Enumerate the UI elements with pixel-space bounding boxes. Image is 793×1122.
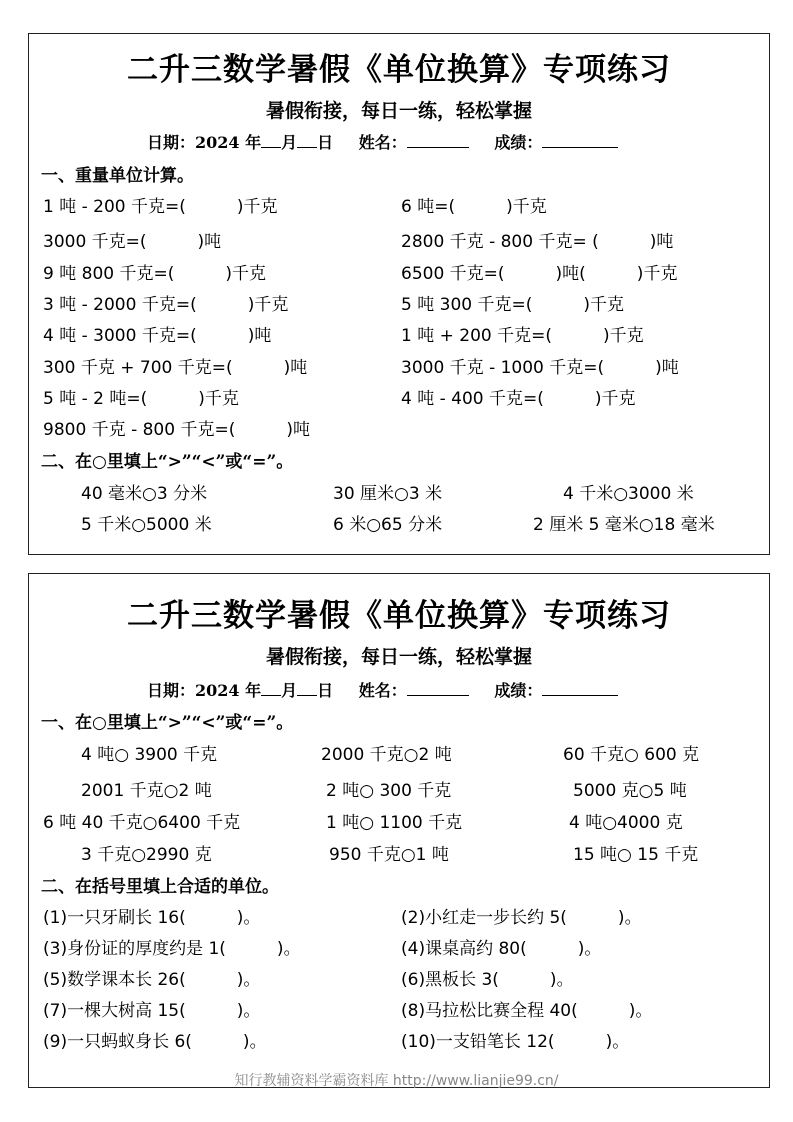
- exercise-item: 5 吨 300 千克=( )千克: [401, 295, 624, 315]
- exercise-item: 300 千克 + 700 千克=( )吨: [43, 358, 308, 378]
- compare-item: 950 千克○1 吨: [329, 845, 449, 865]
- compare-item: 3 千克○2990 克: [81, 845, 212, 865]
- compare-item: 60 千克○ 600 克: [563, 745, 700, 765]
- compare-item: 1 吨○ 1100 千克: [326, 813, 463, 833]
- unit-item: (8)马拉松比赛全程 40( )。: [401, 1001, 653, 1021]
- name-blank[interactable]: [407, 681, 469, 696]
- worksheet-subtitle: 暑假衔接，每日一练，轻松掌握: [265, 646, 532, 668]
- compare-item: 4 吨○4000 克: [569, 813, 683, 833]
- compare-item: 2000 千克○2 吨: [321, 745, 452, 765]
- unit-item: (10)一支铅笔长 12( )。: [401, 1032, 630, 1052]
- exercise-item: 3 吨 - 2000 千克=( )千克: [43, 295, 289, 315]
- worksheet-title: 二升三数学暑假《单位换算》专项练习: [127, 52, 671, 88]
- month-blank[interactable]: [261, 681, 281, 696]
- section-heading: 二、在括号里填上合适的单位。: [41, 877, 279, 897]
- exercise-item: 3000 千克=( )吨: [43, 232, 222, 252]
- exercise-item: 9800 千克 - 800 千克=( )吨: [43, 420, 310, 440]
- compare-item: 2 吨○ 300 千克: [326, 781, 452, 801]
- compare-item: 15 吨○ 15 千克: [573, 845, 699, 865]
- score-blank[interactable]: [542, 133, 618, 148]
- exercise-item: 1 吨 - 200 千克=( )千克: [43, 197, 278, 217]
- worksheet-subtitle: 暑假衔接，每日一练，轻松掌握: [265, 100, 532, 122]
- worksheet-title: 二升三数学暑假《单位换算》专项练习: [127, 598, 671, 634]
- compare-item: 5 千米○5000 米: [81, 515, 212, 535]
- day-blank[interactable]: [297, 681, 317, 696]
- date-name-score-line: [147, 678, 618, 701]
- day-blank[interactable]: [297, 133, 317, 148]
- date-label: 日期：2024 年: [147, 133, 262, 152]
- exercise-item: 3000 千克 - 1000 千克=( )吨: [401, 358, 679, 378]
- section-heading: 二、在○里填上“>”“<”或“=”。: [41, 452, 294, 472]
- month-label: 月: [281, 133, 298, 152]
- month-label: 月: [281, 681, 298, 700]
- exercise-item: 6500 千克=( )吨( )千克: [401, 264, 678, 284]
- unit-item: (7)一棵大树高 15( )。: [43, 1001, 261, 1021]
- exercise-item: 6 吨=( )千克: [401, 197, 547, 217]
- compare-item: 30 厘米○3 米: [333, 484, 443, 504]
- compare-item: 2 厘米 5 毫米○18 毫米: [533, 515, 715, 535]
- compare-item: 6 吨 40 千克○6400 千克: [43, 813, 241, 833]
- unit-item: (1)一只牙刷长 16( )。: [43, 908, 261, 928]
- date-label: 日期：2024 年: [147, 681, 262, 700]
- unit-item: (3)身份证的厚度约是 1( )。: [43, 939, 301, 959]
- compare-item: 4 千米○3000 米: [563, 484, 694, 504]
- exercise-item: 5 吨 - 2 吨=( )千克: [43, 389, 239, 409]
- exercise-item: 9 吨 800 千克=( )千克: [43, 264, 266, 284]
- compare-item: 6 米○65 分米: [333, 515, 443, 535]
- exercise-item: 2800 千克 - 800 千克= ( )吨: [401, 232, 674, 252]
- unit-item: (4)课桌高约 80( )。: [401, 939, 602, 959]
- day-label: 日: [317, 133, 334, 152]
- exercise-item: 4 吨 - 3000 千克=( )吨: [43, 326, 272, 346]
- compare-item: 5000 克○5 吨: [573, 781, 687, 801]
- compare-item: 40 毫米○3 分米: [81, 484, 208, 504]
- name-label: 姓名：: [358, 681, 407, 700]
- footer-watermark: 知行教辅资料学霸资料库 http://www.lianjie99.cn/: [234, 1073, 559, 1089]
- worksheet-2: [28, 573, 770, 1088]
- exercise-item: 1 吨 + 200 千克=( )千克: [401, 326, 644, 346]
- name-blank[interactable]: [407, 133, 469, 148]
- worksheet-1: [28, 33, 770, 555]
- date-name-score-line: [147, 130, 618, 153]
- section-heading: 一、重量单位计算。: [41, 166, 194, 186]
- unit-item: (5)数学课本长 26( )。: [43, 970, 261, 990]
- score-label: 成绩：: [494, 681, 543, 700]
- month-blank[interactable]: [261, 133, 281, 148]
- compare-item: 2001 千克○2 吨: [81, 781, 212, 801]
- unit-item: (6)黑板长 3( )。: [401, 970, 574, 990]
- unit-item: (9)一只蚂蚁身长 6( )。: [43, 1032, 267, 1052]
- day-label: 日: [317, 681, 334, 700]
- score-label: 成绩：: [494, 133, 543, 152]
- compare-item: 4 吨○ 3900 千克: [81, 745, 218, 765]
- section-heading: 一、在○里填上“>”“<”或“=”。: [41, 713, 294, 733]
- exercise-item: 4 吨 - 400 千克=( )千克: [401, 389, 636, 409]
- unit-item: (2)小红走一步长约 5( )。: [401, 908, 642, 928]
- score-blank[interactable]: [542, 681, 618, 696]
- name-label: 姓名：: [358, 133, 407, 152]
